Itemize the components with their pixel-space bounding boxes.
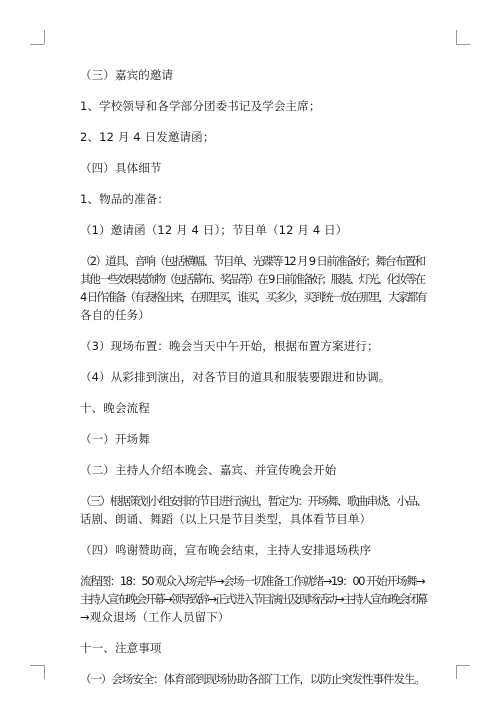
paragraph [80, 541, 426, 559]
paragraph [80, 159, 426, 177]
text-line: （一）开场舞 [80, 432, 150, 446]
text-line: →观众退场（工作人员留下） [80, 610, 230, 624]
paragraph [80, 368, 426, 386]
text-line: 主持人宣布晚会开幕→领导致辞→正式进入节目演出及现场活动→主持人宣布晚会闭幕 [80, 592, 426, 606]
text-line: 十一、注意事项 [80, 641, 162, 655]
text-line: 流程图：18：50 观众入场完毕→会场一切准备工作就绪→19：00 开始开场舞→ [80, 574, 425, 588]
paragraph [80, 128, 426, 146]
crop-mark-top-right-v [456, 30, 457, 44]
crop-mark-top-right-h [456, 44, 470, 45]
crop-mark-bottom-left-v [44, 665, 45, 679]
text-line: （四）鸣谢赞助商，宣布晚会结束，主持人安排退场秩序 [80, 543, 372, 557]
crop-mark-bottom-left-h [30, 665, 44, 666]
paragraph [80, 337, 426, 355]
paragraph [80, 252, 426, 324]
crop-mark-top-left-v [44, 30, 45, 44]
text-line: （二）主持人介绍本晚会、嘉宾、并宣传晚会开始 [80, 463, 337, 477]
crop-mark-bottom-right-h [456, 665, 470, 666]
paragraph [80, 639, 426, 657]
paragraph [80, 461, 426, 479]
text-line: （四）具体细节 [80, 161, 162, 175]
paragraph [80, 221, 426, 239]
paragraph [80, 670, 426, 688]
crop-mark-top-left-h [30, 44, 44, 45]
text-line: （三）嘉宾的邀请 [80, 68, 174, 82]
text-line: （2）道具、音响（包括横幅、节目单、光碟等 12 月 9 日前准备好；舞台布置和 [80, 254, 425, 268]
crop-mark-bottom-right-v [456, 665, 457, 679]
text-line: 各自的任务） [80, 308, 150, 322]
text-line: 1、学校领导和各学部分团委书记及学会主席； [80, 99, 321, 113]
text-line: （4）从彩排到演出，对各节目的道具和服装要跟进和协调。 [80, 370, 391, 384]
text-line: 其他一些效果装饰物（包括幕布、奖品等）在 9 日前准备好；服装、灯光、化妆等在 [80, 272, 424, 286]
paragraph [80, 97, 426, 115]
text-line: （1）邀请函（12 月 4 日）；节目单（12 月 4 日） [80, 223, 348, 237]
text-line: 4 日作准备（有表格出来，在那里买，谁买，买多少，买到统一放在那里，大家都有 [80, 290, 426, 304]
text-line: 1、物品的准备： [80, 192, 170, 206]
text-line: （三）根据策划小组安排的节目进行演出，暂定为：开场舞、歌曲串烧、小品、 [80, 494, 427, 508]
paragraph [80, 190, 426, 208]
text-line: （3）现场布置：晚会当天中午开始，根据布置方案进行； [80, 339, 379, 353]
text-line: （一）会场安全：体育部到现场协助各部门工作，以防止突发性事件发生。 [80, 672, 425, 686]
paragraph [80, 399, 426, 417]
text-line: 2、12 月 4 日发邀请函； [80, 130, 215, 144]
paragraph [80, 66, 426, 84]
document-body [80, 66, 426, 701]
paragraph [80, 572, 426, 626]
text-line: 十、晚会流程 [80, 401, 150, 415]
text-line: 话剧、朗诵、舞蹈（以上只是节目类型，具体看节目单） [80, 512, 372, 526]
paragraph [80, 430, 426, 448]
paragraph [80, 492, 426, 528]
